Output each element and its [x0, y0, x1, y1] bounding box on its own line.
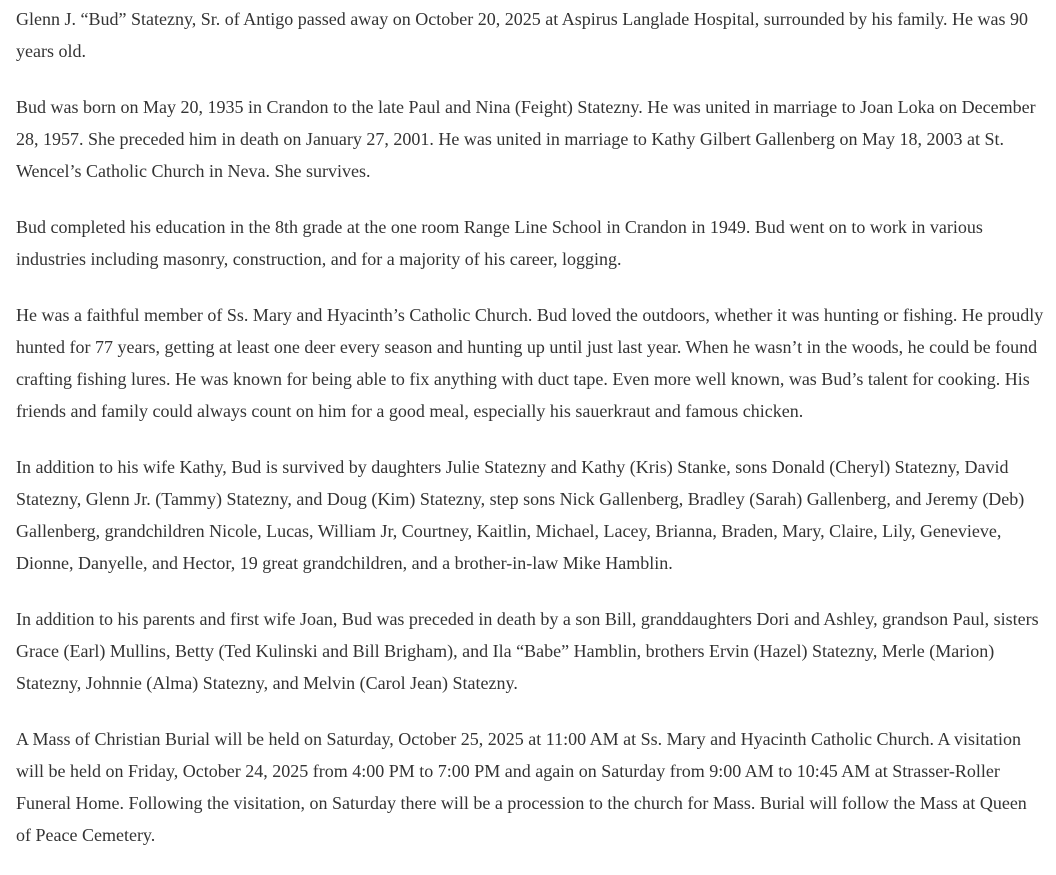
paragraph-preceded-by: In addition to his parents and first wife Joan, Bud was preceded in death by a son Bill, granddaughters Dori and Ashley, grandson Paul, sisters Grace (Earl) Mullins, Betty (Ted Kulinski and Bill Brigham), and Ila “Babe” Hamblin, brothers Ervin (Hazel) Statezny, Merle (Marion) Statezny, Johnnie (Alma) Statezny, and Melvin (Carol Jean) Statezny.	[16, 609, 1039, 693]
obituary-text	[16, 3, 1046, 875]
paragraph-birth-marriage: Bud was born on May 20, 1935 in Crandon to the late Paul and Nina (Feight) Statezny. He was united in marriage to Joan Loka on December 28, 1957. She preceded him in death on January 27, 2001. He was united in marriage to Kathy Gilbert Gallenberg on May 18, 2003 at St. Wencel’s Catholic Church in Neva. She survives.	[16, 97, 1036, 181]
paragraph-faith-hobbies: He was a faithful member of Ss. Mary and Hyacinth’s Catholic Church. Bud loved the outdoors, whether it was hunting or fishing. He proudly hunted for 77 years, getting at least one deer every season and hunting up until just last year. When he wasn’t in the woods, he could be found crafting fishing lures. He was known for being able to fix anything with duct tape. Even more well known, was Bud’s talent for cooking. His friends and family could always count on him for a good meal, especially his sauerkraut and famous chicken.	[16, 305, 1044, 421]
paragraph-education-career: Bud completed his education in the 8th grade at the one room Range Line School in Crandon in 1949. Bud went on to work in various industries including masonry, construction, and for a majority of his career, logging.	[16, 217, 983, 269]
paragraph-services: A Mass of Christian Burial will be held on Saturday, October 25, 2025 at 11:00 AM at Ss. Mary and Hyacinth Catholic Church. A visitation will be held on Friday, October 24, 2025 from 4:00 PM to 7:00 PM and again on Saturday from 9:00 AM to 10:45 AM at Strasser-Roller Funeral Home. Following the visitation, on Saturday there will be a procession to the church for Mass. Burial will follow the Mass at Queen of Peace Cemetery.	[16, 729, 1027, 845]
paragraph-survived-by: In addition to his wife Kathy, Bud is survived by daughters Julie Statezny and Kathy (Kris) Stanke, sons Donald (Cheryl) Statezny, David Statezny, Glenn Jr. (Tammy) Statezny, and Doug (Kim) Statezny, step sons Nick Gallenberg, Bradley (Sarah) Gallenberg, and Jeremy (Deb) Gallenberg, grandchildren Nicole, Lucas, William Jr, Courtney, Kaitlin, Michael, Lacey, Brianna, Braden, Mary, Claire, Lily, Genevieve, Dionne, Danyelle, and Hector, 19 great grandchildren, and a brother-in-law Mike Hamblin.	[16, 457, 1025, 573]
paragraph-passing: Glenn J. “Bud” Statezny, Sr. of Antigo passed away on October 20, 2025 at Aspirus Langlade Hospital, surrounded by his family. He was 90 years old.	[16, 9, 1028, 61]
